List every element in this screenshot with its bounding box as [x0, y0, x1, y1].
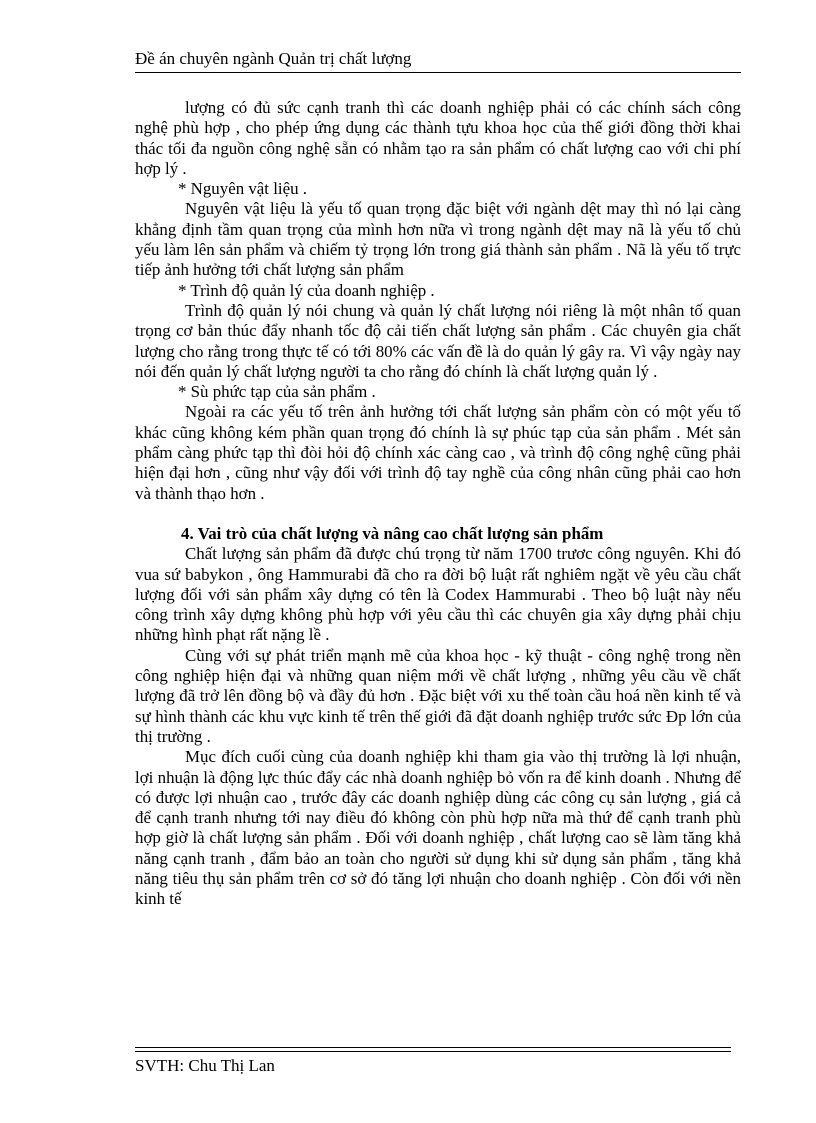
- footer-divider: [135, 1047, 731, 1048]
- bullet-heading: * Nguyên vật liệu .: [178, 179, 307, 199]
- header-divider: [135, 72, 741, 73]
- page-header-title: Đề án chuyên ngành Quản trị chất lượng: [135, 49, 412, 68]
- paragraph: Cùng với sự phát triển mạnh mẽ của khoa học - kỹ thuật - công nghệ trong nền công nghiệp hiện đại và những quan niệm mới về chất lượng , những yêu cầu về chất lượng đã trở lên đồng bộ và đầy đủ hơn . Đặc biệt với xu thế toàn cầu hoá nền kinh tế và sự hình thành các khu vực kinh tế trên thế giới đã đặt doanh nghiệp trước sức Đp lớn của thị trường .: [135, 645, 741, 746]
- section-heading: 4. Vai trò của chất lượng và nâng cao chất lượng sản phẩm: [181, 523, 604, 543]
- paragraph: lượng có đủ sức cạnh tranh thì các doanh nghiệp phải có các chính sách công nghệ phù hợp , cho phép ứng dụng các thành tựu khoa học của thế giới đồng thời khai thác tối đa nguồn công nghệ sẵn có nhằm tạo ra sản phẩm có chất lượng cao với chi phí hợp lý .: [135, 98, 741, 178]
- paragraph: Trình độ quản lý nói chung và quản lý chất lượng nói riêng là một nhân tố quan trọng cơ bản thúc đẩy nhanh tốc độ cải tiến chất lượng sản phẩm . Các chuyên gia chất lượng cho rằng trong thực tế có tới 80% các vấn đề là do quản lý gây ra. Vì vậy ngày nay nói đến quản lý chất lượng người ta cho rằng đó chính là chất lượng quản lý .: [135, 300, 741, 381]
- paragraph: Nguyên vật liệu là yếu tố quan trọng đặc biệt với ngành dệt may thì nó lại càng khẳng định tầm quan trọng của mình hơn nữa vì trong ngành dệt may nã là yếu tố chủ yếu làm lên sản phẩm và chiếm tỷ trọng lớn trong giá thành sản phẩm . Nã là yếu tố trực tiếp ảnh hưởng tới chất lượng sản phẩm: [135, 199, 741, 280]
- document-body: [135, 98, 741, 910]
- paragraph: Ngoài ra các yếu tố trên ảnh hưởng tới chất lượng sản phẩm còn có một yếu tố khác cũng không kém phần quan trọng đó chính là sự phúc tạp của sản phẩm . Mét sản phẩm càng phức tạp thì đòi hỏi độ chính xác càng cao , và trình độ công nghệ cũng phải hiện đại hơn , cũng như vậy đối với trình độ tay nghề của công nhân cũng phải cao hơn và thành thạo hơn .: [135, 402, 741, 503]
- footer-divider: [135, 1051, 731, 1052]
- paragraph: Chất lượng sản phẩm đã được chú trọng từ năm 1700 trươc công nguyên. Khi đó vua sứ babykon , ông Hammurabi đã cho ra đời bộ luật rất nghiêm ngặt về yêu cầu chất lượng đối với sản phẩm xây dựng có tên là Codex Hammurabi . Theo bộ luật này nếu công trình xây dựng không phù hợp với yêu cầu thì các chuyên gia xây dựng phải chịu những hình phạt rất nặng lề .: [135, 544, 741, 645]
- bullet-heading: * Sù phức tạp của sản phẩm .: [178, 382, 376, 402]
- paragraph: Mục đích cuối cùng của doanh nghiệp khi tham gia vào thị trường là lợi nhuận, lợi nhuận là động lực thúc đẩy các nhà doanh nghiệp bỏ vốn ra để kinh doanh . Nhưng để có được lợi nhuận cao , trước đây các doanh nghiệp dùng các công cụ sản lượng , giá cả để cạnh tranh nhưng tới nay điều đó không còn phù hợp nữa mà thứ để cạnh tranh phù hợp giờ là chất lượng sản phẩm . Đối với doanh nghiệp , chất lượng cao sẽ làm tăng khả năng cạnh tranh , đẩm bảo an toàn cho người sử dụng khi sử dụng sản phẩm , tăng khả năng tiêu thụ sản phẩm trên cơ sở đó tăng lợi nhuận cho doanh nghiệp . Còn đối với nền kinh tế: [135, 747, 741, 909]
- footer-author: SVTH: Chu Thị Lan: [135, 1056, 275, 1075]
- bullet-heading: * Trình độ quản lý của doanh nghiệp .: [178, 280, 435, 300]
